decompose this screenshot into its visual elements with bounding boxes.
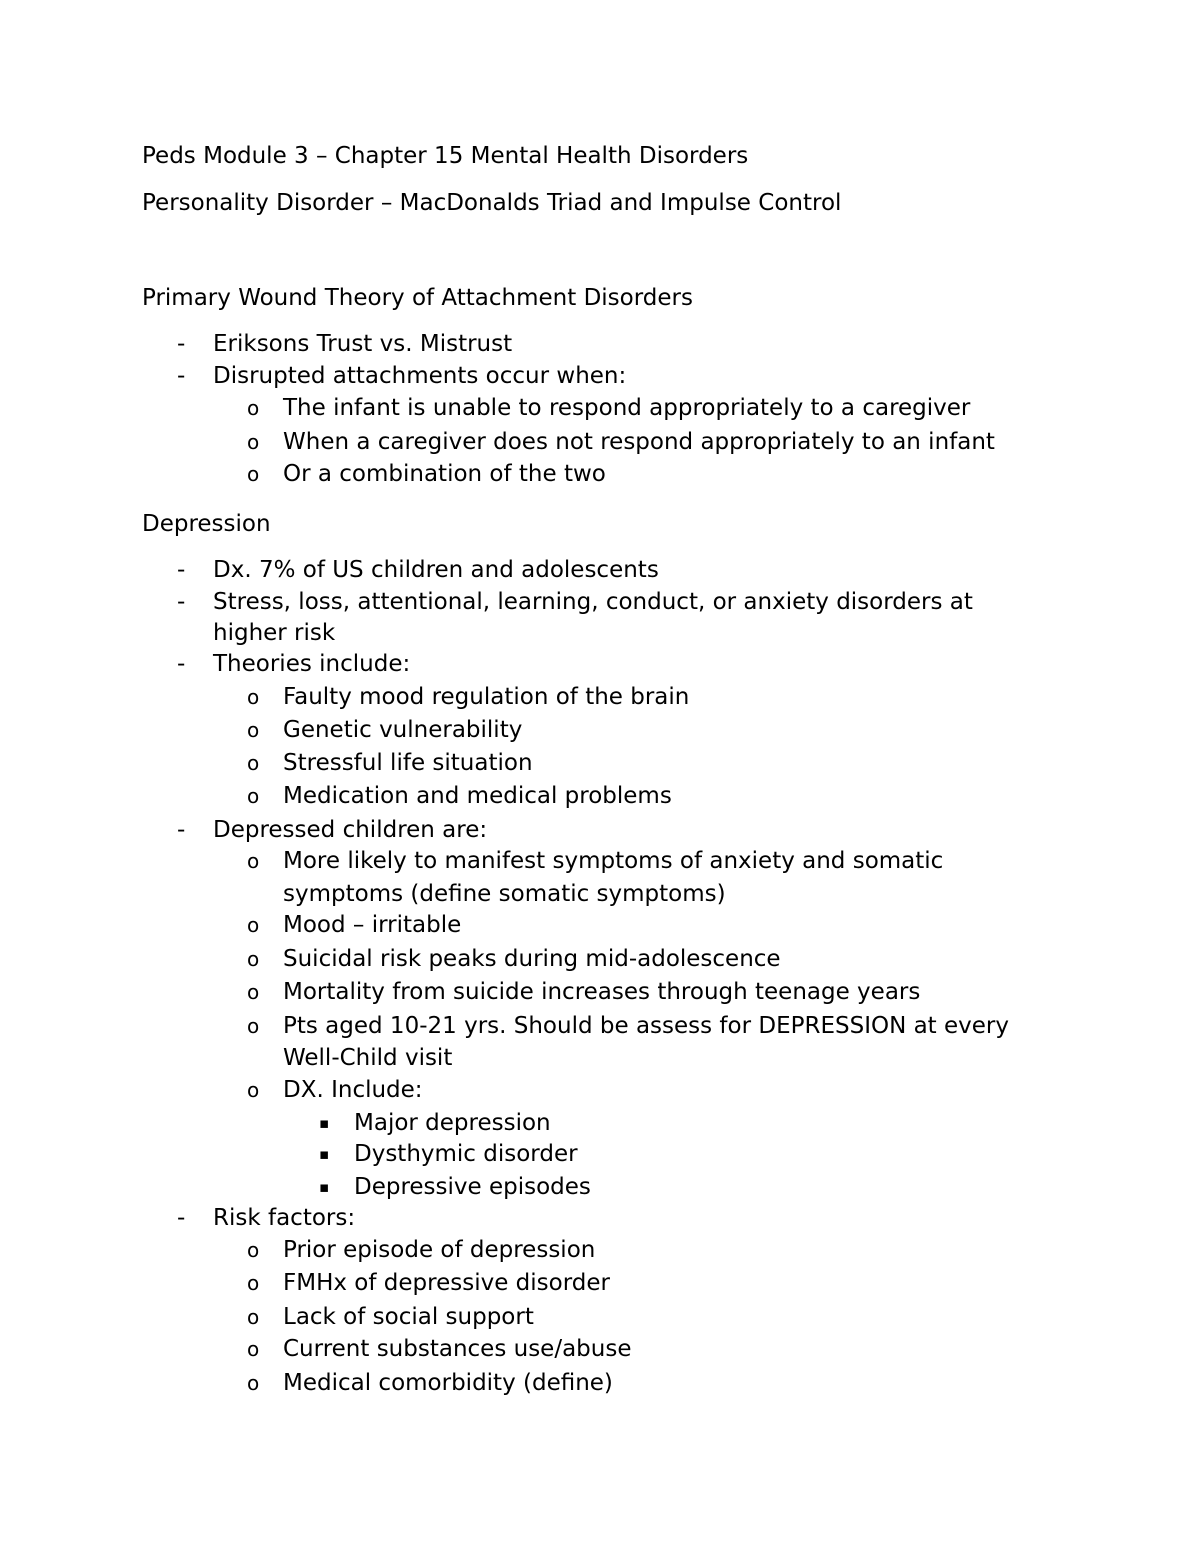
- list-item-text: Or a combination of the two: [283, 461, 606, 487]
- dash-bullet: -: [177, 1205, 186, 1231]
- attachment-heading: Primary Wound Theory of Attachment Disorders: [142, 285, 693, 311]
- list-item-text: FMHx of depressive disorder: [283, 1270, 610, 1296]
- list-item-text: Faulty mood regulation of the brain: [283, 684, 690, 710]
- circle-bullet: o: [247, 1238, 260, 1262]
- list-item-text: Theories include:: [213, 651, 411, 677]
- list-item-text: More likely to manifest symptoms of anxiety and somatic: [283, 848, 944, 874]
- circle-bullet: o: [247, 430, 260, 454]
- list-item-text: Prior episode of depression: [283, 1237, 596, 1263]
- circle-bullet: o: [247, 947, 260, 971]
- square-bullet: ▪: [319, 1178, 330, 1196]
- list-item-text: Genetic vulnerability: [283, 717, 523, 743]
- list-item-text: higher risk: [213, 620, 336, 646]
- circle-bullet: o: [247, 462, 260, 486]
- list-item-text: symptoms (define somatic symptoms): [283, 881, 726, 907]
- list-item-text: Stressful life situation: [283, 750, 533, 776]
- list-item-text: Mood – irritable: [283, 912, 462, 938]
- list-item-text: Medical comorbidity (define): [283, 1370, 613, 1396]
- dash-bullet: -: [177, 817, 186, 843]
- circle-bullet: o: [247, 1337, 260, 1361]
- list-item-text: Pts aged 10-21 yrs. Should be assess for DEPRESSION at every: [283, 1013, 1009, 1039]
- document-title: Peds Module 3 – Chapter 15 Mental Health Disorders: [142, 143, 749, 169]
- circle-bullet: o: [247, 849, 260, 873]
- list-item-text: Risk factors:: [213, 1205, 356, 1231]
- dash-bullet: -: [177, 589, 186, 615]
- dash-bullet: -: [177, 557, 186, 583]
- dash-bullet: -: [177, 651, 186, 677]
- square-bullet: ▪: [319, 1114, 330, 1132]
- list-item-text: The infant is unable to respond appropriately to a caregiver: [283, 395, 971, 421]
- list-item-text: DX. Include:: [283, 1077, 423, 1103]
- circle-bullet: o: [247, 751, 260, 775]
- list-item-text: When a caregiver does not respond appropriately to an infant: [283, 429, 995, 455]
- circle-bullet: o: [247, 980, 260, 1004]
- list-item-text: Eriksons Trust vs. Mistrust: [213, 331, 513, 357]
- circle-bullet: o: [247, 1371, 260, 1395]
- circle-bullet: o: [247, 1271, 260, 1295]
- list-item-text: Lack of social support: [283, 1304, 534, 1330]
- depression-heading: Depression: [142, 511, 271, 537]
- list-item-text: Dysthymic disorder: [354, 1141, 578, 1167]
- circle-bullet: o: [247, 1014, 260, 1038]
- dash-bullet: -: [177, 363, 186, 389]
- list-item-text: Major depression: [354, 1110, 551, 1136]
- list-item-text: Medication and medical problems: [283, 783, 672, 809]
- list-item-text: Stress, loss, attentional, learning, conduct, or anxiety disorders at: [213, 589, 973, 615]
- document-subtitle: Personality Disorder – MacDonalds Triad and Impulse Control: [142, 190, 842, 216]
- list-item-text: Depressive episodes: [354, 1174, 591, 1200]
- circle-bullet: o: [247, 784, 260, 808]
- circle-bullet: o: [247, 1078, 260, 1102]
- circle-bullet: o: [247, 718, 260, 742]
- square-bullet: ▪: [319, 1145, 330, 1163]
- list-item-text: Mortality from suicide increases through teenage years: [283, 979, 921, 1005]
- circle-bullet: o: [247, 913, 260, 937]
- dash-bullet: -: [177, 331, 186, 357]
- list-item-text: Depressed children are:: [213, 817, 488, 843]
- list-item-text: Current substances use/abuse: [283, 1336, 632, 1362]
- list-item-text: Dx. 7% of US children and adolescents: [213, 557, 659, 583]
- list-item-text: Suicidal risk peaks during mid-adolescence: [283, 946, 781, 972]
- circle-bullet: o: [247, 396, 260, 420]
- circle-bullet: o: [247, 1305, 260, 1329]
- circle-bullet: o: [247, 685, 260, 709]
- list-item-text: Well-Child visit: [283, 1045, 453, 1071]
- list-item-text: Disrupted attachments occur when:: [213, 363, 627, 389]
